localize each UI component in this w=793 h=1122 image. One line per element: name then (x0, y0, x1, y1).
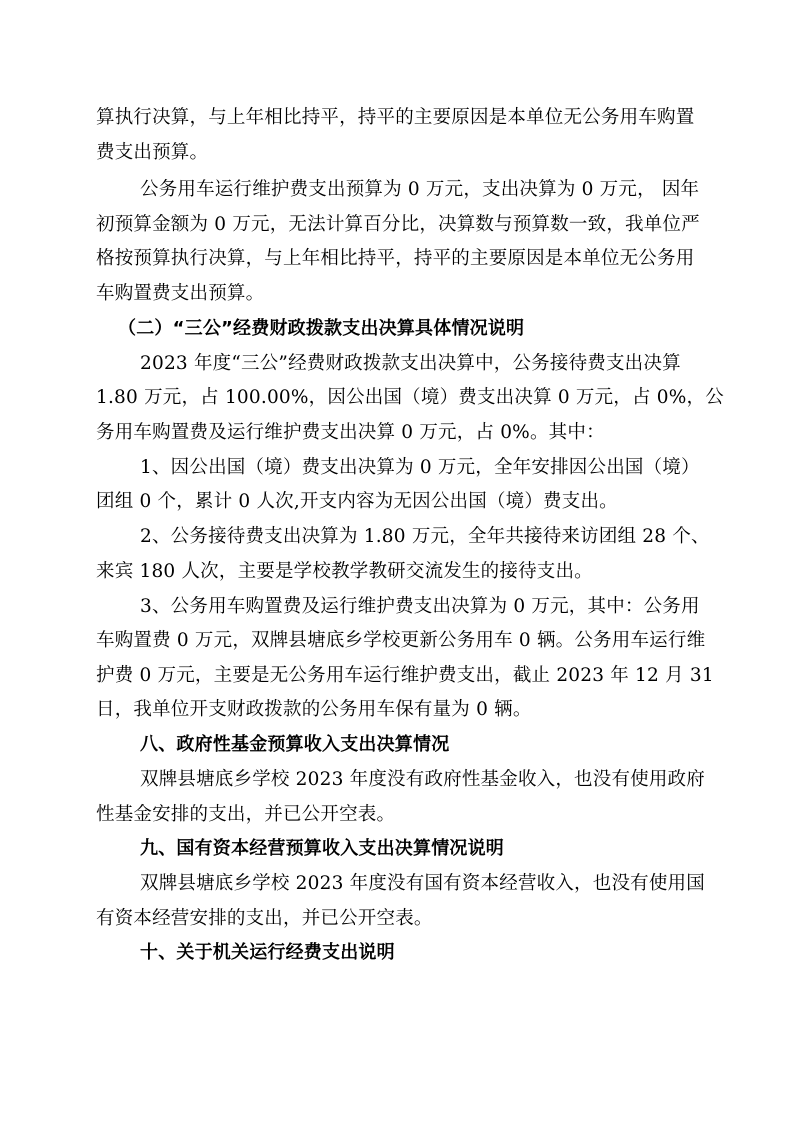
paragraph-line: 2、公务接待费支出决算为 1.80 万元，全年共接待来访团组 28 个、 (140, 526, 710, 547)
section-heading: 十、关于机关运行经费支出说明 (140, 942, 395, 963)
paragraph-line: 来宾 180 人次，主要是学校教学教研交流发生的接待支出。 (96, 561, 593, 582)
paragraph-line: 初预算金额为 0 万元，无法计算百分比，决算数与预算数一致，我单位严 (96, 214, 700, 235)
paragraph-line: 团组 0 个，累计 0 人次,开支内容为无因公出国（境）费支出。 (96, 491, 618, 512)
paragraph-line: 2023 年度“三公”经费财政拨款支出决算中，公务接待费支出决算 (140, 353, 681, 374)
section-heading: 九、国有资本经营预算收入支出决算情况说明 (140, 838, 504, 859)
paragraph-line: 3、公务用车购置费及运行维护费支出决算为 0 万元，其中：公务用 (140, 596, 700, 617)
paragraph-line: 车购置费 0 万元，双牌县塘底乡学校更新公务用车 0 辆。公务用车运行维 (96, 630, 706, 651)
paragraph-line: 有资本经营安排的支出，并已公开空表。 (96, 908, 433, 929)
section-heading: （二）“三公”经费财政拨款支出决算具体情况说明 (118, 318, 525, 339)
paragraph-line: 格按预算执行决算，与上年相比持平，持平的主要原因是本单位无公务用 (96, 248, 695, 269)
section-heading: 八、政府性基金预算收入支出决算情况 (140, 734, 450, 755)
paragraph-line: 双牌县塘底乡学校 2023 年度没有国有资本经营收入，也没有使用国 (140, 873, 705, 894)
paragraph-line: 费支出预算。 (96, 142, 209, 163)
paragraph-line: 1.80 万元，占 100.00%，因公出国（境）费支出决算 0 万元，占 0%，公 (96, 387, 724, 408)
paragraph-line: 日，我单位开支财政拨款的公务用车保有量为 0 辆。 (96, 699, 532, 720)
paragraph-line: 公务用车运行维护费支出预算为 0 万元，支出决算为 0 万元， 因年 (140, 179, 700, 200)
paragraph-line: 算执行决算，与上年相比持平，持平的主要原因是本单位无公务用车购置 (96, 107, 695, 128)
paragraph-line: 1、因公出国（境）费支出决算为 0 万元，全年安排因公出国（境） (140, 457, 700, 478)
paragraph-line: 双牌县塘底乡学校 2023 年度没有政府性基金收入，也没有使用政府 (140, 769, 705, 790)
paragraph-line: 护费 0 万元，主要是无公务用车运行维护费支出，截止 2023 年 12 月 31 (96, 665, 714, 686)
paragraph-line: 务用车购置费及运行维护费支出决算 0 万元，占 0%。其中： (96, 422, 605, 443)
paragraph-line: 车购置费支出预算。 (96, 283, 265, 304)
paragraph-line: 性基金安排的支出，并已公开空表。 (96, 804, 396, 825)
